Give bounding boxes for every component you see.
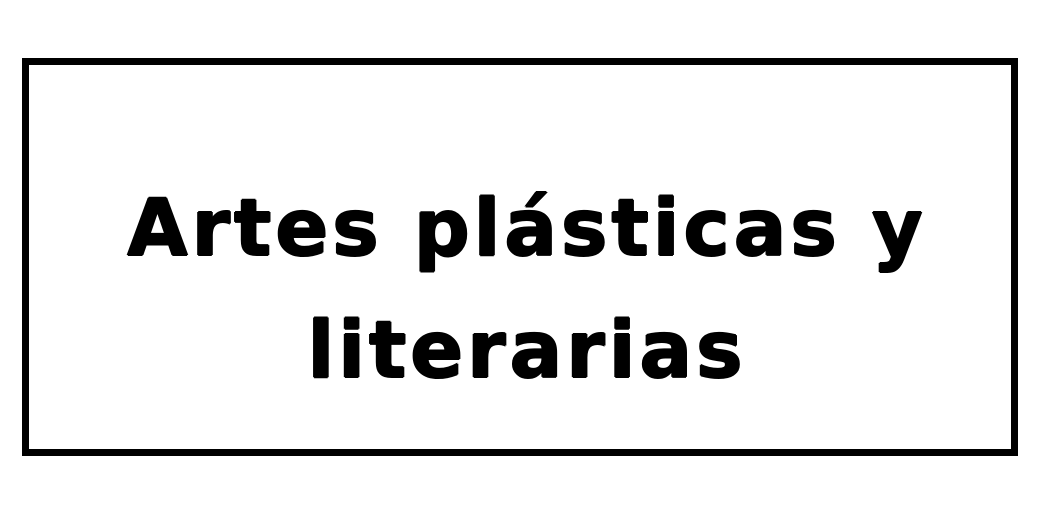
card-title-line-2: literarias — [307, 306, 747, 396]
card-title — [29, 168, 1025, 412]
title-card — [22, 58, 1018, 456]
card-title-line-1: Artes plásticas y — [127, 184, 927, 274]
